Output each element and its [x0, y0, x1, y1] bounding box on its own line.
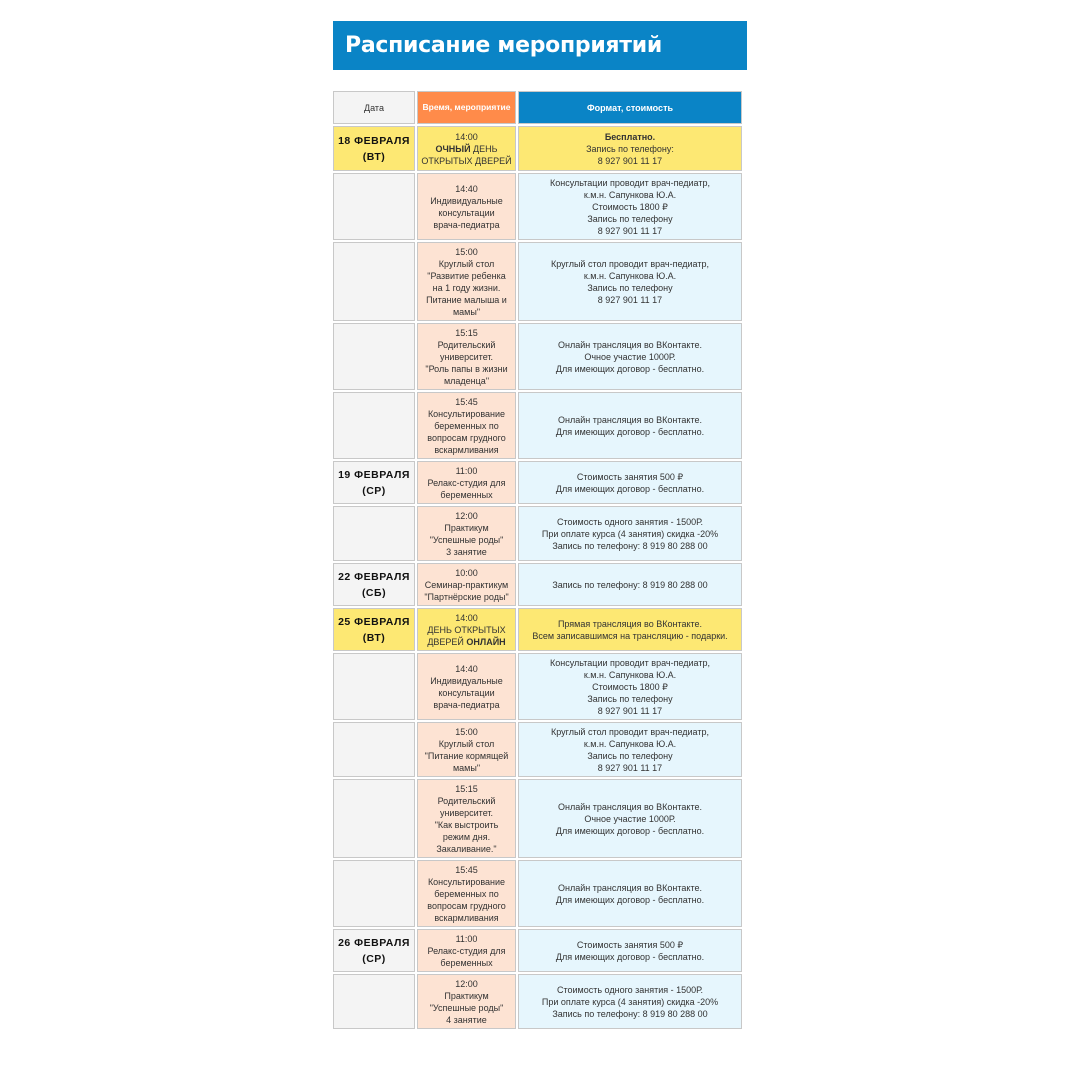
format-line: 8 927 901 11 17 — [597, 294, 663, 305]
date-cell — [333, 461, 415, 504]
event-cell — [417, 722, 516, 777]
date-text: (СР) — [362, 484, 386, 497]
format-line: Запись по телефону — [587, 282, 673, 293]
event-line: университет. — [439, 351, 494, 362]
event-cell — [417, 126, 516, 171]
table-row — [332, 721, 745, 778]
event-cell — [417, 653, 516, 720]
event-line: Питание малыша и — [426, 294, 507, 305]
date-cell — [333, 126, 415, 171]
format-line: Консультации проводит врач-педиатр, — [550, 657, 710, 668]
date-cell — [333, 779, 415, 858]
date-text: (СР) — [362, 952, 386, 965]
table-row — [332, 241, 745, 322]
date-cell — [333, 323, 415, 390]
format-cell — [518, 563, 742, 606]
table-row — [332, 505, 745, 562]
event-line — [427, 636, 505, 648]
event-line: беременных — [440, 957, 493, 968]
event-line: Родительский — [437, 339, 496, 350]
format-line: 8 927 901 11 17 — [597, 705, 663, 716]
event-text: ДЕНЬ — [470, 143, 498, 154]
format-line: Для имеющих договор - бесплатно. — [555, 426, 705, 437]
format-line — [605, 131, 655, 143]
format-line: Для имеющих договор - бесплатно. — [555, 483, 705, 494]
event-text: ОНЛАЙН — [466, 636, 506, 647]
table-row — [332, 322, 745, 391]
table-header-row — [332, 90, 745, 125]
event-line: беременных — [440, 489, 493, 500]
event-line: "Успешные роды" — [429, 1002, 504, 1013]
event-line: Консультирование — [427, 408, 506, 419]
event-line: Практикум — [444, 990, 489, 1001]
event-line: вскармливания — [434, 444, 499, 455]
table-row — [332, 778, 745, 859]
event-line: 4 занятие — [446, 1014, 487, 1025]
event-line: беременных по — [434, 888, 499, 899]
date-cell — [333, 173, 415, 240]
event-line: на 1 году жизни. — [432, 282, 501, 293]
event-line: Релакс-студия для — [427, 945, 506, 956]
format-line: Стоимость занятия 500 ₽ — [576, 939, 684, 950]
event-line: Индивидуальные — [430, 675, 503, 686]
format-line: Очное участие 1000Р. — [584, 351, 676, 362]
format-cell — [518, 608, 742, 651]
event-line: 14:40 — [455, 663, 478, 674]
event-line: Индивидуальные — [430, 195, 503, 206]
format-line: Запись по телефону: 8 919 80 288 00 — [552, 579, 708, 590]
event-text: ОЧНЫЙ — [435, 143, 471, 154]
date-text: 19 ФЕВРАЛЯ — [338, 468, 410, 481]
format-line: Стоимость 1800 ₽ — [592, 201, 668, 212]
format-line: Для имеющих договор - бесплатно. — [555, 363, 705, 374]
event-cell — [417, 974, 516, 1029]
date-text: (ВТ) — [362, 631, 386, 644]
format-line: Стоимость занятия 500 ₽ — [576, 471, 684, 482]
event-line: ОТКРЫТЫХ ДВЕРЕЙ — [421, 155, 512, 166]
date-text: (ВТ) — [362, 150, 386, 163]
event-line: 11:00 — [455, 465, 478, 476]
event-line: 15:00 — [455, 726, 478, 737]
format-line: 8 927 901 11 17 — [597, 225, 663, 236]
date-cell — [333, 722, 415, 777]
format-line: Запись по телефону — [587, 693, 673, 704]
date-text: 18 ФЕВРАЛЯ — [338, 134, 410, 147]
event-line: Практикум — [444, 522, 489, 533]
table-row — [332, 607, 745, 652]
format-cell — [518, 126, 742, 171]
date-text: 22 ФЕВРАЛЯ — [338, 570, 410, 583]
event-line: 14:00 — [455, 131, 478, 142]
format-line: к.м.н. Сапункова Ю.А. — [583, 189, 677, 200]
table-row — [332, 562, 745, 607]
date-cell — [333, 929, 415, 972]
format-cell — [518, 323, 742, 390]
format-line: Запись по телефону: 8 919 80 288 00 — [552, 1008, 708, 1019]
event-line: консультации — [438, 207, 495, 218]
format-cell — [518, 242, 742, 321]
event-line: 12:00 — [455, 978, 478, 989]
table-row — [332, 460, 745, 505]
event-line: 15:15 — [455, 327, 478, 338]
event-line: младенца" — [443, 375, 490, 386]
event-line: Консультирование — [427, 876, 506, 887]
event-line: вскармливания — [434, 912, 499, 923]
format-line: Онлайн трансляция во ВКонтакте. — [557, 414, 702, 425]
date-text: 26 ФЕВРАЛЯ — [338, 936, 410, 949]
format-line: Очное участие 1000Р. — [584, 813, 676, 824]
event-line: 3 занятие — [446, 546, 487, 557]
event-cell — [417, 242, 516, 321]
format-line: 8 927 901 11 17 — [597, 762, 663, 773]
event-cell — [417, 173, 516, 240]
event-cell — [417, 506, 516, 561]
event-line: Закаливание." — [436, 843, 497, 854]
event-line: 10:00 — [455, 567, 478, 578]
format-line: Консультации проводит врач-педиатр, — [550, 177, 710, 188]
event-line: Родительский — [437, 795, 496, 806]
event-line: врача-педиатра — [433, 699, 500, 710]
event-line: 11:00 — [455, 933, 478, 944]
event-cell — [417, 929, 516, 972]
format-line: к.м.н. Сапункова Ю.А. — [583, 270, 677, 281]
format-cell — [518, 929, 742, 972]
event-line: вопросам грудного — [427, 432, 506, 443]
event-cell — [417, 392, 516, 459]
header-time-event: Время, мероприятие — [417, 91, 516, 124]
event-line: режим дня. — [442, 831, 491, 842]
date-cell — [333, 506, 415, 561]
table-body — [332, 125, 745, 1030]
format-line: Прямая трансляция во ВКонтакте. — [557, 618, 703, 629]
format-line: Запись по телефону: 8 919 80 288 00 — [552, 540, 708, 551]
header-format-price: Формат, стоимость — [518, 91, 742, 124]
format-line: к.м.н. Сапункова Ю.А. — [583, 669, 677, 680]
event-cell — [417, 779, 516, 858]
format-text: Бесплатно. — [604, 131, 656, 142]
event-line: 15:45 — [455, 864, 478, 875]
format-cell — [518, 392, 742, 459]
format-line: Стоимость одного занятия - 1500Р. — [556, 516, 703, 527]
event-cell — [417, 860, 516, 927]
event-line: беременных по — [434, 420, 499, 431]
date-cell — [333, 974, 415, 1029]
event-line: "Развитие ребенка — [427, 270, 506, 281]
format-line: Для имеющих договор - бесплатно. — [555, 951, 705, 962]
table-row — [332, 172, 745, 241]
event-line: Круглый стол — [438, 738, 495, 749]
event-line: 14:00 — [455, 612, 478, 623]
event-line: консультации — [438, 687, 495, 698]
event-cell — [417, 461, 516, 504]
format-line: Запись по телефону — [587, 750, 673, 761]
event-cell — [417, 608, 516, 651]
format-cell — [518, 860, 742, 927]
event-line: "Роль папы в жизни — [425, 363, 508, 374]
table-row — [332, 652, 745, 721]
event-line: Релакс-студия для — [427, 477, 506, 488]
format-cell — [518, 653, 742, 720]
event-line: 14:40 — [455, 183, 478, 194]
event-line: "Питание кормящей — [424, 750, 509, 761]
date-cell — [333, 563, 415, 606]
event-line: врача-педиатра — [433, 219, 500, 230]
table-row — [332, 859, 745, 928]
format-line: Онлайн трансляция во ВКонтакте. — [557, 339, 702, 350]
format-cell — [518, 173, 742, 240]
event-line — [435, 143, 497, 155]
format-cell — [518, 974, 742, 1029]
date-cell — [333, 860, 415, 927]
format-line: Запись по телефону: — [586, 143, 674, 154]
format-line: Онлайн трансляция во ВКонтакте. — [557, 801, 702, 812]
format-line: Стоимость 1800 ₽ — [592, 681, 668, 692]
format-line: Круглый стол проводит врач-педиатр, — [550, 726, 709, 737]
format-cell — [518, 779, 742, 858]
format-cell — [518, 506, 742, 561]
event-text: ДВЕРЕЙ — [427, 636, 467, 647]
header-date: Дата — [333, 91, 415, 124]
date-cell — [333, 653, 415, 720]
format-line: Стоимость одного занятия - 1500Р. — [556, 984, 703, 995]
event-line: университет. — [439, 807, 494, 818]
date-cell — [333, 242, 415, 321]
date-text: 25 ФЕВРАЛЯ — [338, 615, 410, 628]
event-line: 15:00 — [455, 246, 478, 257]
schedule-table — [332, 90, 745, 1030]
table-row — [332, 391, 745, 460]
page-title: Расписание мероприятий — [333, 21, 747, 70]
format-line: к.м.н. Сапункова Ю.А. — [583, 738, 677, 749]
date-cell — [333, 608, 415, 651]
event-line: "Партнёрские роды" — [424, 591, 509, 602]
event-line: Семинар-практикум — [424, 579, 509, 590]
table-row — [332, 973, 745, 1030]
format-line: Для имеющих договор - бесплатно. — [555, 894, 705, 905]
event-cell — [417, 563, 516, 606]
event-line: 12:00 — [455, 510, 478, 521]
format-line: При оплате курса (4 занятия) скидка -20% — [541, 528, 719, 539]
event-line: мамы" — [452, 762, 481, 773]
format-cell — [518, 722, 742, 777]
event-line: 15:45 — [455, 396, 478, 407]
format-line: Онлайн трансляция во ВКонтакте. — [557, 882, 702, 893]
format-line: Круглый стол проводит врач-педиатр, — [550, 258, 709, 269]
format-line: 8 927 901 11 17 — [597, 155, 663, 166]
format-line: При оплате курса (4 занятия) скидка -20% — [541, 996, 719, 1007]
event-line: вопросам грудного — [427, 900, 506, 911]
format-line: Всем записавшимся на трансляцию - подарки. — [532, 630, 728, 641]
event-line: Круглый стол — [438, 258, 495, 269]
format-line: Запись по телефону — [587, 213, 673, 224]
event-line: мамы" — [452, 306, 481, 317]
event-line: "Успешные роды" — [429, 534, 504, 545]
table-row — [332, 928, 745, 973]
format-line: Для имеющих договор - бесплатно. — [555, 825, 705, 836]
format-cell — [518, 461, 742, 504]
date-cell — [333, 392, 415, 459]
table-row — [332, 125, 745, 172]
event-cell — [417, 323, 516, 390]
event-line: 15:15 — [455, 783, 478, 794]
event-line: "Как выстроить — [434, 819, 499, 830]
date-text: (СБ) — [361, 586, 387, 599]
event-line: ДЕНЬ ОТКРЫТЫХ — [427, 624, 506, 635]
